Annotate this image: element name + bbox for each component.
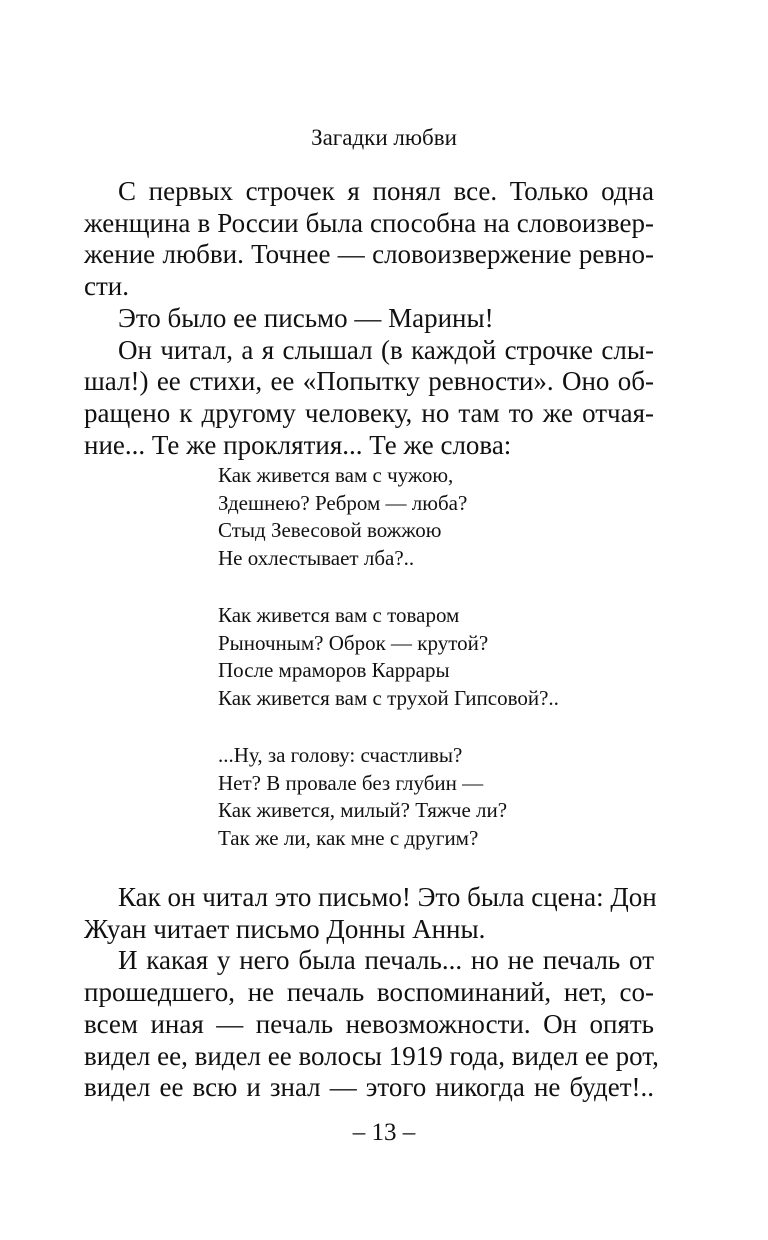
text-line: Он читал, а я слышал (в каждой строчке слы- (118, 334, 654, 365)
paragraph (84, 335, 654, 462)
poem-line: Не охлестывает лба?.. (218, 545, 415, 570)
text-line: Как он читал это письмо! Это была сцена: Дон (118, 882, 657, 912)
text-line: всем иная — печаль невозможности. Он опять (84, 1008, 654, 1039)
poem (218, 462, 559, 882)
paragraph (84, 945, 659, 1104)
text-line: шал!) ее стихи, ее «Попытку ревности». Оно об- (84, 366, 654, 397)
text-line: Жуан читает письмо Донны Анны. (84, 913, 486, 944)
text-line: С первых строчек я понял все. Только одна (118, 176, 654, 206)
body-text-top (84, 176, 654, 461)
text-line: прошедшего, не печаль воспоминаний, нет, со- (84, 977, 654, 1008)
text-line: И какая у него была печаль... но не печаль от (118, 945, 654, 976)
text-line: ние... Те же проклятия... Те же слова: (84, 429, 512, 460)
text-line: видел ее, видел ее волосы 1919 года, видел ее рот, (84, 1040, 659, 1071)
body-text-bottom (84, 882, 659, 1104)
poem-line: Как живется вам с чужою, (218, 463, 454, 487)
poem-stanza (218, 602, 559, 712)
poem-line: После мраморов Каррары (218, 658, 450, 682)
page-number: – 13 – (352, 1119, 416, 1146)
text-line: ращено к другому человеку, но там то же отчая- (84, 397, 654, 428)
running-head: Загадки любви (311, 125, 457, 150)
paragraph (84, 303, 654, 335)
text-line: женщина в России была способна на словоизвер- (84, 207, 654, 238)
poem-line: Как живется вам с товаром (218, 603, 460, 627)
text-line: видел ее всю и знал — этого никогда не будет!.. (84, 1072, 654, 1103)
paragraph (84, 176, 654, 303)
poem-line: Стыд Зевесовой вожжою (218, 518, 442, 542)
poem-line: Здешнею? Ребром — люба? (218, 490, 468, 515)
text-line: жение любви. Точнее — словоизвержение ревно- (84, 239, 654, 270)
poem-stanza (218, 742, 559, 852)
poem-stanza (218, 462, 559, 572)
poem-line: Нет? В провале без глубин — (218, 770, 484, 795)
text-line: Это было ее письмо — Марины! (118, 302, 494, 333)
poem-line: ...Ну, за голову: счастливы? (218, 743, 463, 767)
poem-line: Как живется вам с трухой Гипсовой?.. (218, 685, 559, 710)
poem-line: Так же ли, как мне с другим? (218, 825, 479, 850)
paragraph (84, 882, 657, 945)
poem-line: Рыночным? Оброк — крутой? (218, 630, 489, 655)
text-line: сти. (84, 271, 129, 302)
poem-line: Как живется, милый? Тяжче ли? (218, 798, 508, 822)
